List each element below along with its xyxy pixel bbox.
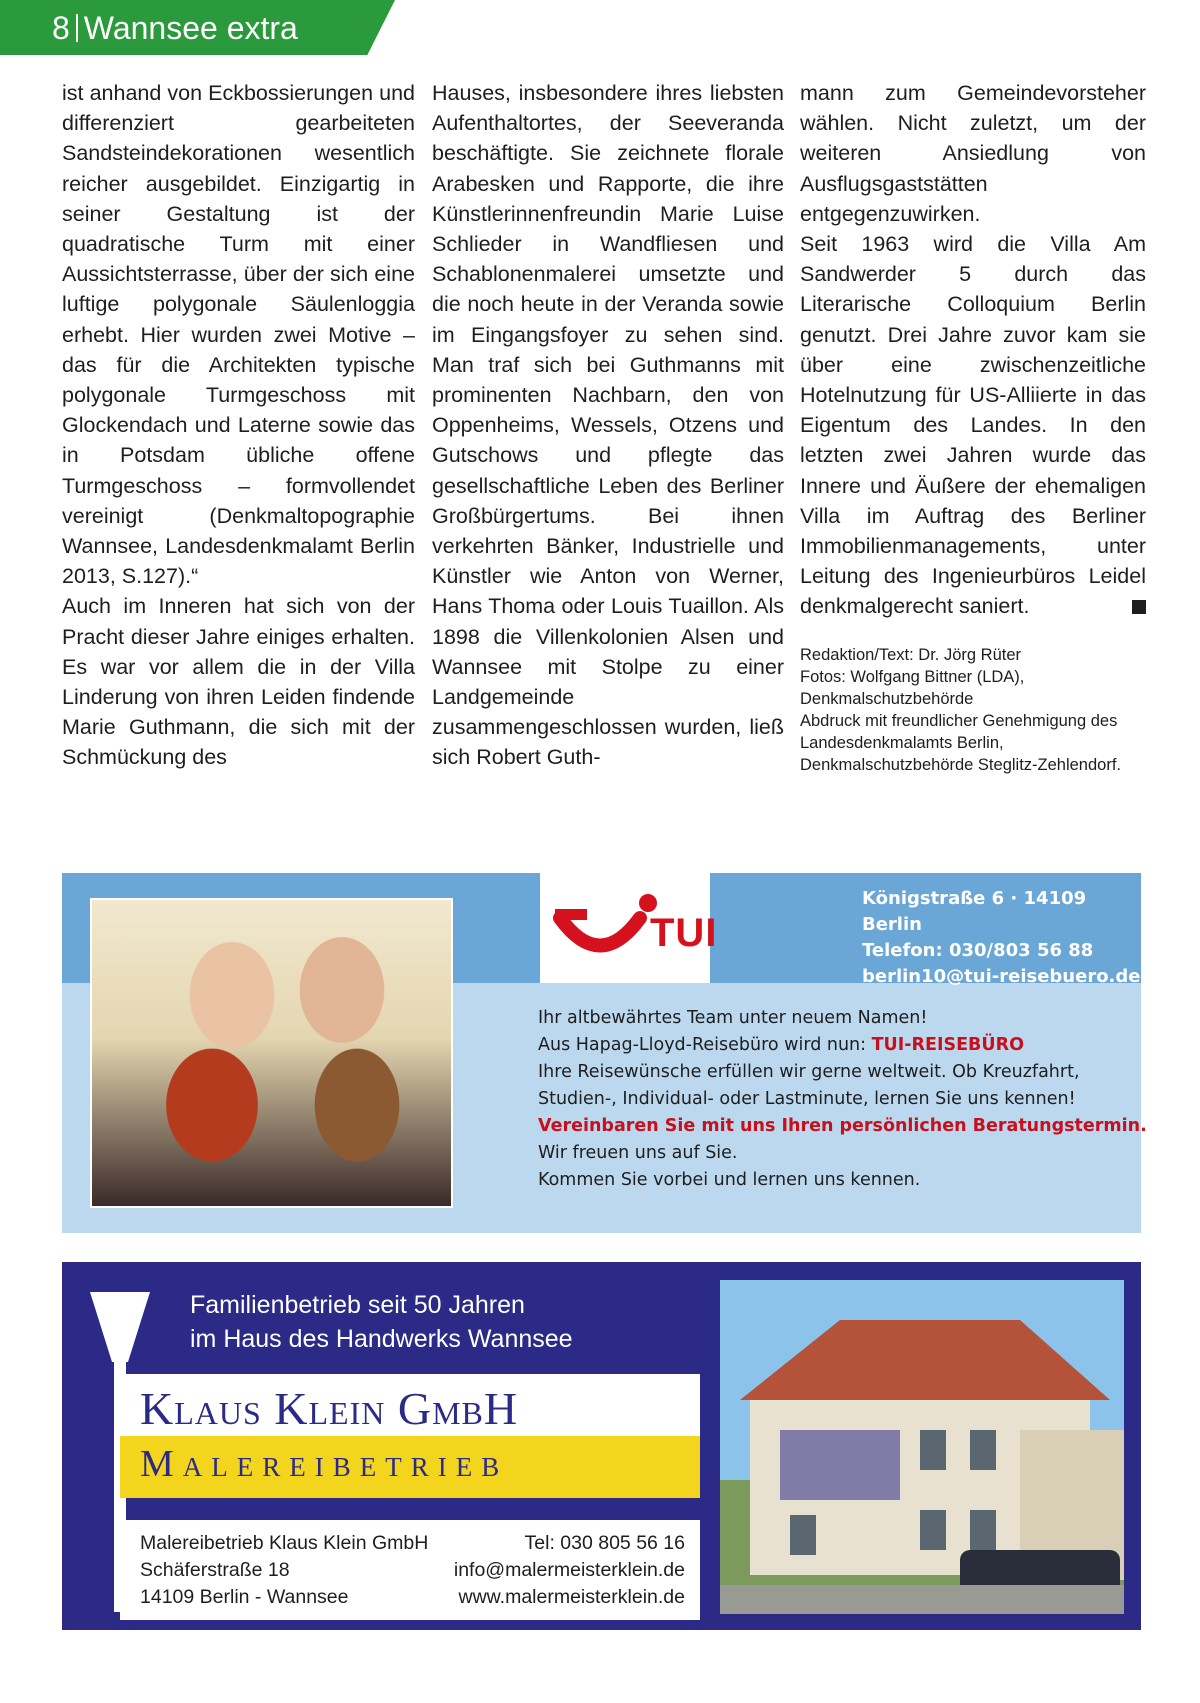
tui-line-rename — [538, 1032, 1138, 1059]
klein-city: 14109 Berlin - Wannsee — [140, 1586, 349, 1608]
klein-advertisement — [62, 1262, 1141, 1630]
article-credits — [800, 644, 1146, 776]
article-paragraph-last — [800, 229, 1146, 622]
article-column-3 — [800, 78, 1146, 798]
tui-new-name: TUI-REISEBÜRO — [871, 1035, 1024, 1055]
header-separator — [76, 14, 78, 42]
klein-contact-row — [140, 1557, 685, 1584]
tui-call-to-action: Vereinbaren Sie mit uns Ihren persönlichen Beratungstermin. — [538, 1116, 1147, 1136]
tui-address: Königstraße 6 · 14109 Berlin — [862, 888, 1087, 935]
tui-line: Studien-, Individual- oder Lastminute, lernen Sie uns kennen! — [538, 1089, 1076, 1109]
tui-contact-block — [862, 886, 1141, 990]
klein-tagline-line2: im Haus des Handwerks Wannsee — [190, 1325, 573, 1353]
klein-contact-box — [120, 1520, 700, 1620]
tui-line: Wir freuen uns auf Sie. — [538, 1143, 738, 1163]
klein-street: Schäferstraße 18 — [140, 1559, 290, 1581]
article-paragraph: Auch im Inneren hat sich von der Pracht dieser Jahre einiges erhalten. Es war vor allem die in der Villa Linderung von ihren Leiden findende Marie Guthmann, die sich mit der Schmückung des — [62, 594, 415, 770]
section-title: Wannsee extra — [83, 10, 298, 46]
klein-contact-name: Malereibetrieb Klaus Klein GmbH — [140, 1532, 429, 1554]
klein-tagline — [190, 1288, 573, 1356]
tui-advertisement — [62, 873, 1147, 1233]
article-column-2 — [432, 78, 784, 798]
tui-logo-text: TUI — [650, 911, 718, 955]
tui-line-prefix: Aus Hapag-Lloyd-Reisebüro wird nun: — [538, 1035, 872, 1055]
tui-line: Ihr altbewährtes Team unter neuem Namen! — [538, 1008, 928, 1028]
klein-building-photo — [720, 1280, 1124, 1614]
tui-team-photo — [90, 898, 453, 1208]
end-mark-icon — [1132, 600, 1146, 614]
page-number: 8 — [52, 10, 70, 46]
klein-trade: Malereibetrieb — [140, 1443, 509, 1485]
article-paragraph: mann zum Gemeindevorsteher wählen. Nicht zuletzt, um der weiteren Ansiedlung von Ausflugsgaststätten entgegenzuwirken. — [800, 81, 1146, 226]
article-paragraph: Hauses, insbesondere ihres liebsten Aufenthaltortes, der Seeveranda beschäftigte. Sie zeichnete florale Arabesken und Rapporte, die ihre Künstlerinnenfreundin Marie Luise Schlieder in Wandfliesen und Schablonenmalerei umsetzte und die noch heute in der Veranda sowie im Eingangsfoyer zu sehen sind. Man traf sich bei Guthmanns mit prominenten Nachbarn, den von Oppenheims, Wessels, Otzens und Gutschows und pflegte das gesellschaftliche Leben des Berliner Großbürgertums. Bei ihnen verkehrten Bänker, Industrielle und Künstler wie Anton von Werner, Hans Thoma oder Louis Tuaillon. Als 1898 die Villenkolonien Alsen und Wannsee mit Stolpe zu einer Landgemeinde zusammengeschlossen wurden, ließ sich Robert Guth- — [432, 81, 784, 770]
klein-phone: Tel: 030 805 56 16 — [524, 1532, 685, 1554]
klein-contact-row — [140, 1530, 685, 1557]
tui-line: Kommen Sie vorbei und lernen uns kennen. — [538, 1170, 921, 1190]
section-header — [52, 8, 298, 48]
tui-email[interactable]: berlin10@tui-reisebuero.de — [862, 966, 1141, 987]
credit-photos: Fotos: Wolfgang Bittner (LDA), Denkmalschutzbehörde — [800, 667, 1025, 708]
article-paragraph: ist anhand von Eckbossierungen und differenziert gearbeiteten Sandsteindekorationen wesentlich reicher ausgebildet. Einzigartig in seiner Gestaltung ist der quadratische Turm mit einer Aussichtsterrasse, über der sich eine luftige polygonale Säulenloggia erhebt. Hier wurden zwei Motive – das für die Architekten typische polygonale Turmgeschoss mit Glockendach und Laterne sowie das in Potsdam übliche offene Turmgeschoss – formvollendet vereinigt (Denkmaltopographie Wannsee, Landesdenkmalamt Berlin 2013, S.127).“ — [62, 81, 415, 589]
klein-company-name: Klaus Klein GmbH — [140, 1383, 519, 1434]
tui-line: Ihre Reisewünsche erfüllen wir gerne weltweit. Ob Kreuzfahrt, — [538, 1062, 1080, 1082]
article-column-1 — [62, 78, 415, 798]
klein-contact-row — [140, 1584, 685, 1611]
tui-ad-text — [538, 1005, 1147, 1194]
klein-website[interactable]: www.malermeisterklein.de — [458, 1586, 685, 1608]
klein-email[interactable]: info@malermeisterklein.de — [453, 1559, 685, 1581]
klein-tagline-line1: Familienbetrieb seit 50 Jahren — [190, 1291, 525, 1319]
article-paragraph-text: Seit 1963 wird die Villa Am Sandwerder 5 durch das Literarische Colloquium Berlin genutzt. Drei Jahre zuvor kam sie über eine zwischenzeitliche Hotelnutzung für US-Alliierte in das Eigentum des Landes. In den letzten zwei Jahren wurde das Innere und Äußere der ehemaligen Villa im Auftrag des Berliner Immobilienmanagements, unter Leitung des Ingenieurbüros Leidel denkmalgerecht saniert. — [800, 232, 1146, 619]
tui-phone: Telefon: 030/803 56 88 — [862, 940, 1094, 961]
credit-permission: Abdruck mit freundlicher Genehmigung des Landesdenkmalamts Berlin, Denkmalschutzbehörde Steglitz-Zehlendorf. — [800, 711, 1122, 774]
credit-editor: Redaktion/Text: Dr. Jörg Rüter — [800, 645, 1022, 664]
